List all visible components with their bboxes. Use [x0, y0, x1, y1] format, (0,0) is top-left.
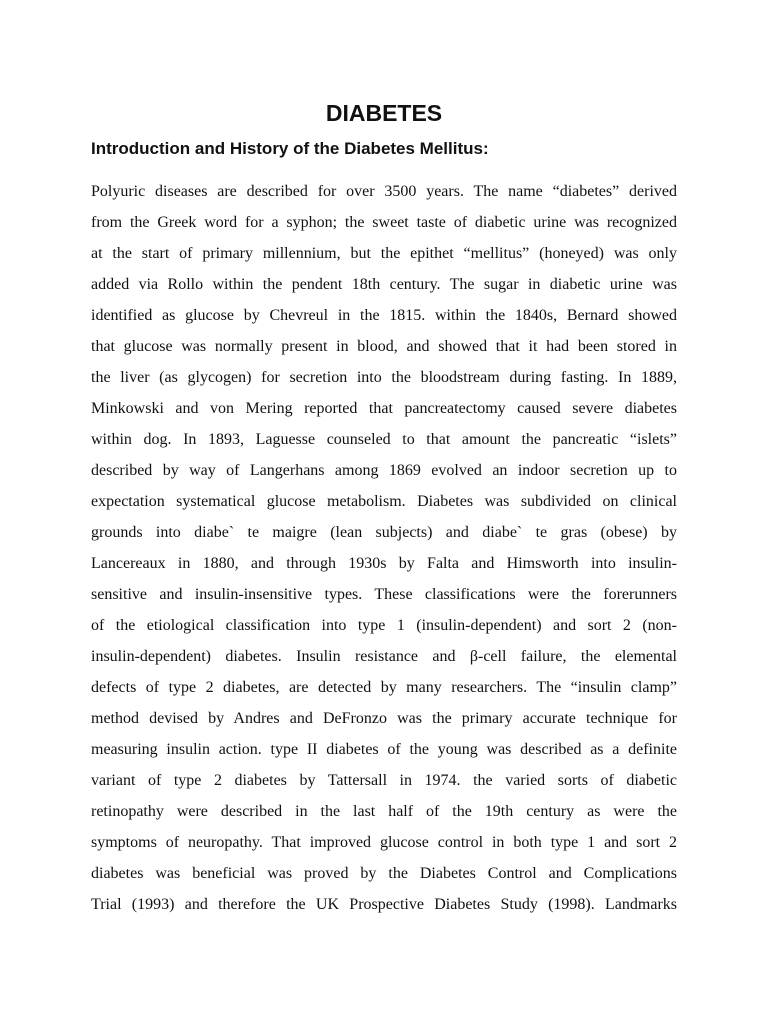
paragraph-line: the liver (as glycogen) for secretion into the bloodstream during fasting. In 1889,	[91, 369, 677, 386]
paragraph-line: defects of type 2 diabetes, are detected by many researchers. The “insulin clamp”	[91, 679, 677, 696]
paragraph-line: Lancereaux in 1880, and through 1930s by Falta and Himsworth into insulin-	[91, 555, 677, 572]
paragraph-line: diabetes was beneficial was proved by the Diabetes Control and Complications	[91, 865, 677, 882]
paragraph-line: at the start of primary millennium, but the epithet “mellitus” (honeyed) was only	[91, 245, 677, 262]
paragraph-line: of the etiological classification into type 1 (insulin-dependent) and sort 2 (non-	[91, 617, 677, 634]
paragraph-line: Minkowski and von Mering reported that pancreatectomy caused severe diabetes	[91, 400, 677, 417]
paragraph-line: within dog. In 1893, Laguesse counseled to that amount the pancreatic “islets”	[91, 431, 677, 448]
paragraph-line: Polyuric diseases are described for over 3500 years. The name “diabetes” derived	[91, 183, 677, 200]
body-paragraph	[91, 176, 677, 920]
paragraph-line: described by way of Langerhans among 1869 evolved an indoor secretion up to	[91, 462, 677, 479]
paragraph-line: that glucose was normally present in blood, and showed that it had been stored in	[91, 338, 677, 355]
document-title: DIABETES	[325, 100, 443, 126]
paragraph-line: expectation systematical glucose metabolism. Diabetes was subdivided on clinical	[91, 493, 677, 510]
paragraph-line: insulin-dependent) diabetes. Insulin resistance and β-cell failure, the elemental	[91, 648, 677, 665]
section-heading: Introduction and History of the Diabetes Mellitus:	[91, 139, 489, 158]
paragraph-line: Trial (1993) and therefore the UK Prospective Diabetes Study (1998). Landmarks	[91, 896, 677, 913]
paragraph-line: symptoms of neuropathy. That improved glucose control in both type 1 and sort 2	[91, 834, 677, 851]
paragraph-line: measuring insulin action. type II diabetes of the young was described as a definite	[91, 741, 677, 758]
paragraph-line: retinopathy were described in the last half of the 19th century as were the	[91, 803, 677, 820]
paragraph-line: sensitive and insulin-insensitive types. These classifications were the forerunners	[91, 586, 677, 603]
paragraph-line: from the Greek word for a syphon; the sweet taste of diabetic urine was recognized	[91, 214, 677, 231]
paragraph-line: variant of type 2 diabetes by Tattersall in 1974. the varied sorts of diabetic	[91, 772, 677, 789]
paragraph-line: method devised by Andres and DeFronzo was the primary accurate technique for	[91, 710, 677, 727]
paragraph-line: identified as glucose by Chevreul in the 1815. within the 1840s, Bernard showed	[91, 307, 677, 324]
paragraph-line: grounds into diabe` te maigre (lean subjects) and diabe` te gras (obese) by	[91, 524, 677, 541]
paragraph-line: added via Rollo within the pendent 18th century. The sugar in diabetic urine was	[91, 276, 677, 293]
